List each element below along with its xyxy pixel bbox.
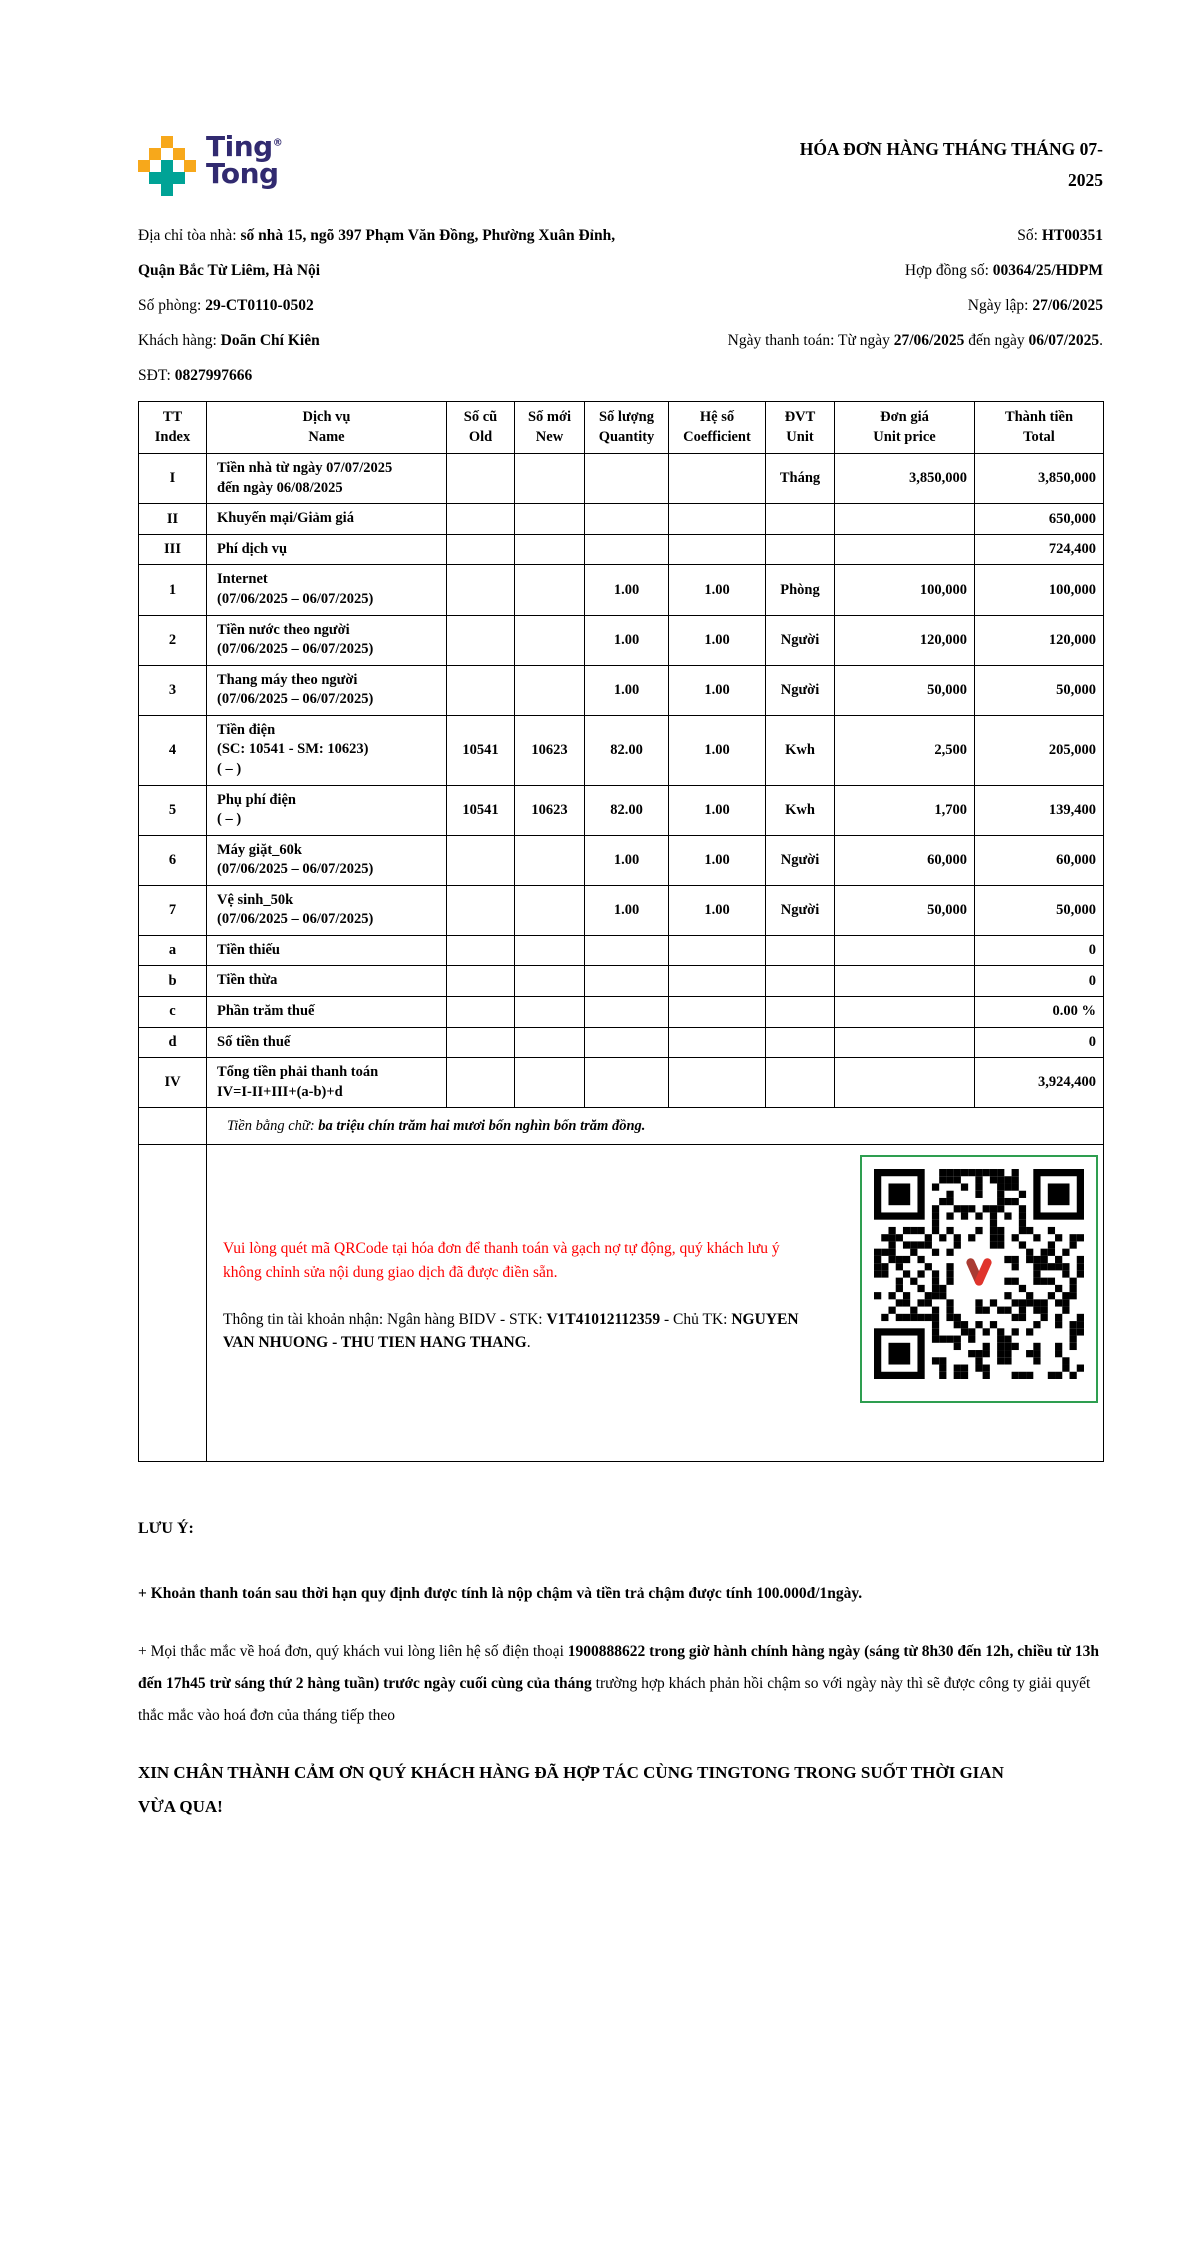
text-segment: 00364/25/HDPM	[992, 262, 1103, 280]
logo-pixel	[161, 184, 173, 196]
header-cell-new: Số mới New	[515, 402, 585, 454]
invoice-title-line2: 2025	[1068, 169, 1103, 190]
cell-index: 6	[139, 835, 207, 885]
table-row	[139, 885, 1104, 935]
table-row	[139, 997, 1104, 1028]
cell-coefficient	[669, 1058, 766, 1108]
header-cell-service-name: Dịch vụ Name	[207, 402, 447, 454]
cell-coefficient: 1.00	[669, 885, 766, 935]
brand-name	[206, 130, 283, 190]
cell-coefficient	[669, 997, 766, 1028]
text-segment: Ngày thanh toán: Từ ngày	[727, 332, 894, 350]
cell-service-name: Tiền thiếu	[207, 935, 447, 966]
text-segment: HT00351	[1041, 227, 1103, 244]
cell-quantity: 82.00	[585, 785, 669, 835]
info-line	[138, 288, 616, 323]
text-segment: - Chủ TK:	[660, 1310, 732, 1328]
cell-old	[447, 1058, 515, 1108]
logo-pixel	[149, 148, 161, 160]
info-section	[138, 218, 1103, 393]
cell-old	[447, 534, 515, 565]
cell-service-name: Phụ phí điện ( – )	[207, 785, 447, 835]
cell-unit-price: 1,700	[835, 785, 975, 835]
cell-service-name: Tổng tiền phải thanh toán IV=I-II+III+(a-b)+d	[207, 1058, 447, 1108]
cell-index: III	[139, 534, 207, 565]
text-segment: NGUYEN VAN NHUONG - THU TIEN HANG THANG	[223, 1310, 799, 1352]
table-row	[139, 565, 1104, 615]
cell-service-name: Tiền thừa	[207, 966, 447, 997]
cell-new	[515, 615, 585, 665]
cell-service-name: Tiền nhà từ ngày 07/07/2025 đến ngày 06/08/2025	[207, 454, 447, 504]
thanks-line1: XIN CHÂN THÀNH CẢM ƠN QUÝ KHÁCH HÀNG ĐÃ HỢP TÁC CÙNG TINGTONG TRONG SUỐT THỜI GIAN	[138, 1762, 1004, 1782]
cell-coefficient: 1.00	[669, 565, 766, 615]
qr-heart-icon	[958, 1253, 1000, 1295]
cell-quantity	[585, 935, 669, 966]
cell-coefficient: 1.00	[669, 715, 766, 785]
text-segment: + Khoản thanh toán sau thời hạn quy định được tính là nộp chậm và tiền trả chậm được tính 100.000đ/1ngày.	[138, 1585, 863, 1603]
cell-unit	[766, 997, 835, 1028]
text-segment: SĐT:	[138, 367, 175, 385]
tingtong-logo-icon	[138, 136, 196, 196]
cell-index: IV	[139, 1058, 207, 1108]
cell-quantity: 1.00	[585, 615, 669, 665]
cell-new	[515, 835, 585, 885]
cell-unit: Phòng	[766, 565, 835, 615]
cell-total: 50,000	[975, 665, 1104, 715]
cell-new	[515, 454, 585, 504]
table-row	[139, 665, 1104, 715]
table-row	[139, 715, 1104, 785]
cell-quantity: 1.00	[585, 835, 669, 885]
cell-coefficient	[669, 1027, 766, 1058]
info-line	[138, 218, 616, 288]
cell-quantity: 1.00	[585, 885, 669, 935]
table-header-row	[139, 402, 1104, 454]
cell-quantity	[585, 504, 669, 535]
cell-coefficient	[669, 534, 766, 565]
info-line	[616, 288, 1103, 323]
cell-index: II	[139, 504, 207, 535]
cell-unit: Người	[766, 885, 835, 935]
logo-pixel	[161, 160, 173, 172]
qr-cell-inner	[207, 1145, 1103, 1403]
cell-total: 120,000	[975, 615, 1104, 665]
cell-new	[515, 534, 585, 565]
cell-coefficient: 1.00	[669, 665, 766, 715]
cell-unit	[766, 1058, 835, 1108]
logo-pixel	[161, 172, 173, 184]
cell-index: 5	[139, 785, 207, 835]
table-row	[139, 835, 1104, 885]
text-segment: + Mọi thắc mắc về hoá đơn, quý khách vui lòng liên hệ số điện thoại	[138, 1643, 568, 1661]
cell-quantity	[585, 1027, 669, 1058]
cell-index: c	[139, 997, 207, 1028]
cell-total: 3,924,400	[975, 1058, 1104, 1108]
header-cell-unit: ĐVT Unit	[766, 402, 835, 454]
cell-new	[515, 665, 585, 715]
header-cell-old: Số cũ Old	[447, 402, 515, 454]
cell-unit-price	[835, 997, 975, 1028]
cell-total: 3,850,000	[975, 454, 1104, 504]
cell-new	[515, 935, 585, 966]
cell-old	[447, 1027, 515, 1058]
cell-total: 650,000	[975, 504, 1104, 535]
cell-old	[447, 565, 515, 615]
logo-pixel	[184, 160, 196, 172]
cell-unit	[766, 534, 835, 565]
cell-quantity	[585, 997, 669, 1028]
brand-logo	[138, 130, 283, 196]
text-segment: số nhà 15, ngõ 397 Phạm Văn Đồng, Phường Xuân Đỉnh, Quận Bắc Từ Liêm, Hà Nội	[138, 227, 616, 280]
cell-unit-price: 2,500	[835, 715, 975, 785]
cell-unit-price: 3,850,000	[835, 454, 975, 504]
text-segment: Địa chỉ tòa nhà:	[138, 227, 241, 244]
cell-old	[447, 835, 515, 885]
notes-section	[138, 1520, 1103, 1823]
cell-coefficient	[669, 454, 766, 504]
header-cell-quantity: Số lượng Quantity	[585, 402, 669, 454]
cell-old: 10541	[447, 785, 515, 835]
table-row	[139, 504, 1104, 535]
cell-unit	[766, 966, 835, 997]
cell-unit-price	[835, 534, 975, 565]
info-line	[616, 253, 1103, 288]
text-segment: trước ngày cuối cùng của tháng	[383, 1675, 592, 1693]
table-row	[139, 534, 1104, 565]
logo-pixel	[149, 172, 161, 184]
cell-total: 0	[975, 935, 1104, 966]
amount-in-words	[207, 1108, 1104, 1145]
notes-heading: LƯU Ý:	[138, 1520, 194, 1538]
cell-total: 0.00 %	[975, 997, 1104, 1028]
cell-quantity	[585, 1058, 669, 1108]
cell-unit	[766, 504, 835, 535]
cell-index: 1	[139, 565, 207, 615]
cell-total: 724,400	[975, 534, 1104, 565]
cell-unit-price: 120,000	[835, 615, 975, 665]
thanks-line2: VỪA QUA!	[138, 1796, 223, 1816]
text-segment: 27/06/2025	[1032, 297, 1103, 315]
table-row	[139, 454, 1104, 504]
cell-unit-price: 60,000	[835, 835, 975, 885]
cell-new: 10623	[515, 715, 585, 785]
cell-new	[515, 997, 585, 1028]
text-segment: 1900888622 trong giờ hành chính hàng ngày (sáng từ 8h30 đến 12h, chiều từ 13h đến 17h45 trừ sáng thứ 2 hàng tuần)	[138, 1643, 1099, 1693]
cell-service-name: Tiền nước theo người (07/06/2025 – 06/07/2025)	[207, 615, 447, 665]
cell-total: 0	[975, 1027, 1104, 1058]
cell-quantity	[585, 534, 669, 565]
cell-new	[515, 504, 585, 535]
text-segment: Ngày lập:	[967, 297, 1033, 315]
info-line	[616, 218, 1103, 253]
note-item-late-payment	[138, 1578, 1103, 1609]
note-item-hotline	[138, 1636, 1103, 1731]
cell-old	[447, 997, 515, 1028]
cell-old: 10541	[447, 715, 515, 785]
header-cell-total: Thành tiền Total	[975, 402, 1104, 454]
cell-coefficient	[669, 935, 766, 966]
cell-unit: Người	[766, 665, 835, 715]
text-segment: Hợp đồng số:	[904, 262, 993, 280]
cell-old	[447, 665, 515, 715]
text-segment: Số phòng:	[138, 297, 206, 315]
cell-unit: Tháng	[766, 454, 835, 504]
cell-index: I	[139, 454, 207, 504]
cell-unit: Người	[766, 835, 835, 885]
cell-total: 205,000	[975, 715, 1104, 785]
cell-total: 60,000	[975, 835, 1104, 885]
account-info	[223, 1308, 808, 1355]
table-row	[139, 966, 1104, 997]
text-segment: 29-CT0110-0502	[205, 297, 314, 315]
cell-service-name: Phí dịch vụ	[207, 534, 447, 565]
cell-index: 2	[139, 615, 207, 665]
cell-unit-price: 100,000	[835, 565, 975, 615]
invoice-table	[138, 401, 1104, 1462]
cell-unit-price: 50,000	[835, 665, 975, 715]
cell-total: 100,000	[975, 565, 1104, 615]
text-segment: .	[526, 1334, 531, 1352]
info-right-column	[616, 218, 1103, 393]
cell-total: 0	[975, 966, 1104, 997]
cell-quantity: 1.00	[585, 565, 669, 615]
cell-service-name: Khuyến mại/Giảm giá	[207, 504, 447, 535]
text-segment: 27/06/2025	[893, 332, 965, 350]
cell-unit-price: 50,000	[835, 885, 975, 935]
qr-content-cell	[207, 1145, 1104, 1462]
cell-quantity: 82.00	[585, 715, 669, 785]
info-line	[616, 323, 1103, 358]
cell-quantity	[585, 966, 669, 997]
cell-unit-price	[835, 1058, 975, 1108]
cell-coefficient: 1.00	[669, 785, 766, 835]
header-cell-unit-price: Đơn giá Unit price	[835, 402, 975, 454]
brand-name-line2: Tong	[206, 156, 279, 190]
cell-unit: Kwh	[766, 715, 835, 785]
text-segment: Số:	[1017, 227, 1042, 244]
cell-service-name: Máy giặt_60k (07/06/2025 – 06/07/2025)	[207, 835, 447, 885]
cell-coefficient	[669, 504, 766, 535]
text-segment: 0827997666	[174, 367, 253, 385]
cell-total: 139,400	[975, 785, 1104, 835]
invoice-title	[800, 134, 1103, 195]
cell-total: 50,000	[975, 885, 1104, 935]
text-segment: .	[1099, 332, 1103, 350]
text-segment: Doãn Chí Kiên	[220, 332, 320, 350]
cell-index: a	[139, 935, 207, 966]
cell-new	[515, 1027, 585, 1058]
qr-code-box	[860, 1155, 1098, 1403]
cell-service-name: Tiền điện (SC: 10541 - SM: 10623) ( – )	[207, 715, 447, 785]
cell-service-name: Số tiền thuế	[207, 1027, 447, 1058]
registered-mark: ®	[272, 137, 283, 149]
header-cell-coefficient: Hệ số Coefficient	[669, 402, 766, 454]
info-line	[138, 323, 616, 358]
table-row	[139, 1058, 1104, 1108]
cell-old	[447, 615, 515, 665]
cell-unit: Kwh	[766, 785, 835, 835]
logo-pixel	[173, 148, 185, 160]
cell-service-name: Internet (07/06/2025 – 06/07/2025)	[207, 565, 447, 615]
header-cell-index: TT Index	[139, 402, 207, 454]
logo-pixel	[161, 136, 173, 148]
logo-pixel	[138, 160, 150, 172]
cell-new	[515, 1058, 585, 1108]
text-segment: Thông tin tài khoản nhận: Ngân hàng BIDV - STK:	[223, 1310, 547, 1328]
cell-old	[447, 966, 515, 997]
invoice-header	[138, 130, 1103, 196]
payment-note-block	[223, 1237, 808, 1403]
cell-old	[447, 885, 515, 935]
cell-coefficient: 1.00	[669, 615, 766, 665]
text-segment: Khách hàng:	[138, 332, 221, 350]
cell-old	[447, 504, 515, 535]
table-row	[139, 1027, 1104, 1058]
cell-new	[515, 966, 585, 997]
cell-index-empty	[139, 1108, 207, 1145]
cell-quantity: 1.00	[585, 665, 669, 715]
table-row	[139, 785, 1104, 835]
cell-unit: Người	[766, 615, 835, 665]
cell-index: d	[139, 1027, 207, 1058]
cell-service-name: Thang máy theo người (07/06/2025 – 06/07/2025)	[207, 665, 447, 715]
cell-index: 7	[139, 885, 207, 935]
cell-unit	[766, 935, 835, 966]
thanks-message	[138, 1756, 1103, 1824]
cell-unit	[766, 1027, 835, 1058]
cell-new	[515, 885, 585, 935]
cell-service-name: Phần trăm thuế	[207, 997, 447, 1028]
brand-name-line1: Ting	[206, 130, 273, 163]
cell-coefficient: 1.00	[669, 835, 766, 885]
cell-new	[515, 565, 585, 615]
cell-quantity	[585, 454, 669, 504]
amount-in-words-row	[139, 1108, 1104, 1145]
cell-index: b	[139, 966, 207, 997]
table-row	[139, 935, 1104, 966]
cell-new: 10623	[515, 785, 585, 835]
cell-unit-price	[835, 1027, 975, 1058]
table-row	[139, 615, 1104, 665]
text-segment: V1T41012112359	[546, 1310, 661, 1328]
cell-index: 3	[139, 665, 207, 715]
text-segment: ba triệu chín trăm hai mươi bốn nghìn bốn trăm đồng.	[318, 1117, 646, 1134]
text-segment: Tiền bằng chữ:	[227, 1117, 319, 1134]
cell-service-name: Vệ sinh_50k (07/06/2025 – 06/07/2025)	[207, 885, 447, 935]
logo-pixel	[173, 172, 185, 184]
qr-scan-notice: Vui lòng quét mã QRCode tại hóa đơn để thanh toán và gạch nợ tự động, quý khách lưu ý không chỉnh sửa nội dung giao dịch đã được điền sẵn.	[223, 1240, 780, 1281]
info-left-column	[138, 218, 616, 393]
cell-coefficient	[669, 966, 766, 997]
text-segment: trường hợp khách phản hồi chậm so với ngày này thì sẽ được công ty giải quyết thắc mắc vào hoá đơn của tháng tiếp theo	[138, 1675, 1091, 1724]
qr-row	[139, 1145, 1104, 1462]
text-segment: đến ngày	[964, 332, 1029, 350]
text-segment: 06/07/2025	[1028, 332, 1100, 350]
cell-old	[447, 935, 515, 966]
cell-old	[447, 454, 515, 504]
cell-index-empty	[139, 1145, 207, 1462]
info-line	[138, 358, 616, 393]
cell-index: 4	[139, 715, 207, 785]
cell-unit-price	[835, 935, 975, 966]
cell-unit-price	[835, 504, 975, 535]
cell-unit-price	[835, 966, 975, 997]
invoice-title-line1: HÓA ĐƠN HÀNG THÁNG THÁNG 07-	[799, 139, 1103, 159]
